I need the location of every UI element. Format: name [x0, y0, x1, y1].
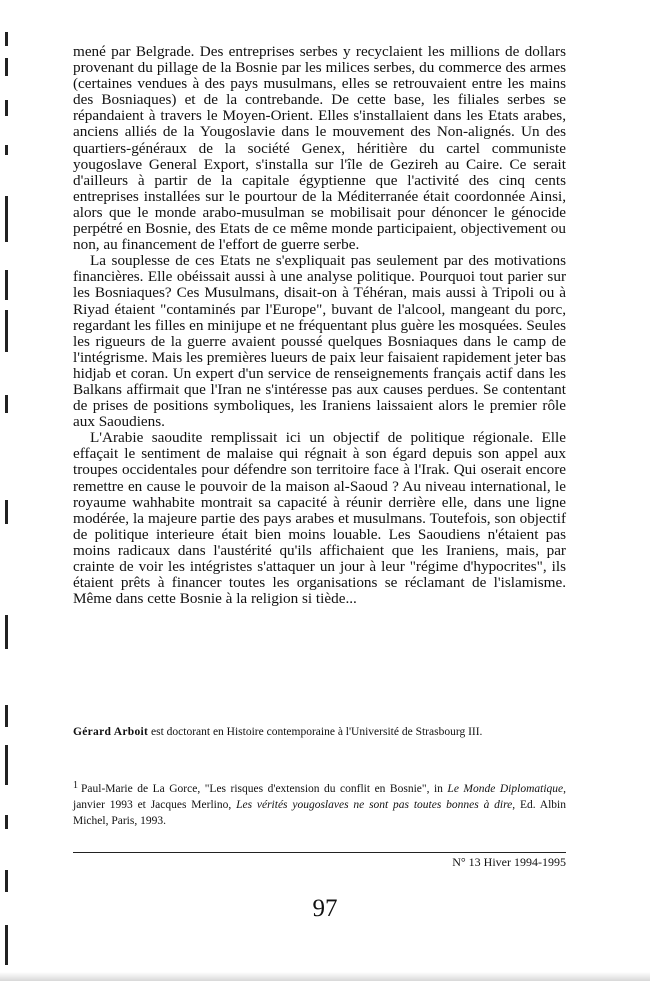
- footnote-number: 1: [73, 780, 78, 791]
- footnote: [73, 778, 566, 829]
- issue-label: N° 13 Hiver 1994-1995: [452, 855, 566, 869]
- author-bio: [73, 724, 566, 740]
- paragraph: La souplesse de ces Etats ne s'expliquait pas seulement par des motivations financières. Elle obéissait aussi à une analyse politique. Pourquoi tout parier sur les Bosniaques? Ces Musulmans, disait-on à Téhéran, mais aussi à Tripoli ou à Riyad étaient "contaminés par l'Europe", buvant de l'alcool, mangeant du porc, regardant les filles en minijupe et ne fréquentant plus guère les mosquées. Seules les rigueurs de la guerre avaient poussé quelques Bosniaques dans le camp de l'intégrisme. Mais les premières lueurs de paix leur faisaient rapidement jeter bas hidjab et coran. Un expert d'un service de renseignements français actif dans les Balkans affirmait que l'Iran ne s'intéresse pas aux causes perdues. Se contentant de prises de positions symboliques, les Iraniens laissaient alors le premier rôle aux Saoudiens.: [73, 252, 566, 431]
- paragraph: mené par Belgrade. Des entreprises serbes y recyclaient les millions de dollars provenant du pillage de la Bosnie par les milices serbes, du commerce des armes (certaines vendues à des pays musulmans, elles se retrouvaient entre les mains des Bosniaques) et de la contrebande. De cette base, les filiales serbes se répandaient à travers le Moyen-Orient. Elles s'installaient dans les Etats arabes, anciens alliés de la Yougoslavie dans le mouvement des Non-alignés. Un des quartiers-généraux de la société Genex, héritière du cartel communiste yougoslave General Export, s'installa sur l'île de Gezireh au Caire. Ce serait d'ailleurs à partir de la capitale égyptienne que l'activité des cinq cents entreprises installées sur le pourtour de la Méditerranée était coordonnée Ainsi, alors que le monde arabo-musulman se mobilisait pour dénoncer le génocide perpétré en Bosnie, des Etats de ce même monde participaient, objectivement ou non, au financement de l'effort de guerre serbe.: [73, 43, 566, 254]
- scan-bottom-shadow: [0, 972, 650, 981]
- footnote-text: , janvier 1993 et Jacques Merlino,: [73, 783, 566, 811]
- scan-edge: [0, 0, 14, 981]
- paragraph: L'Arabie saoudite remplissait ici un objectif de politique régionale. Elle effaçait le sentiment de malaise qui régnait à son égard depuis son appel aux troupes occidentales pour défendre son territoire face à l'Irak. Qui oserait encore remettre en cause le pouvoir de la maison al-Saoud ? Au niveau international, le royaume wahhabite montrait sa capacité à réunir derrière elle, dans une ligne modérée, la majeure partie des pays arabes et musulmans. Toutefois, son objectif de politique interieure était bien moins louable. Les Saoudiens n'étaient pas moins radicaux dans l'austérité qu'ils affichaient que les Iraniens, mais, par crainte de voir les intégristes s'attaquer un jour à leur "régime d'hypocrites", ils étaient prêts à financer toutes les organisations se réclamant de l'islamisme. Même dans cette Bosnie à la religion si tiède...: [73, 429, 566, 608]
- page-number: 97: [312, 895, 338, 922]
- footnote-book: Les vérités yougoslaves ne sont pas toutes bonnes à dire: [236, 799, 513, 811]
- footer-rule: [73, 852, 566, 853]
- footnote-journal: Le Monde Diplomatique: [447, 783, 564, 795]
- article-body: [73, 44, 566, 607]
- author-name: Gérard Arboit: [73, 726, 149, 738]
- footnote-text: , Ed. Albin Michel, Paris, 1993.: [73, 799, 566, 827]
- author-bio-text: est doctorant en Histoire contemporaine à l'Université de Strasbourg III.: [148, 726, 483, 738]
- footnote-text: Paul-Marie de La Gorce, "Les risques d'extension du conflit en Bosnie", in: [81, 783, 448, 795]
